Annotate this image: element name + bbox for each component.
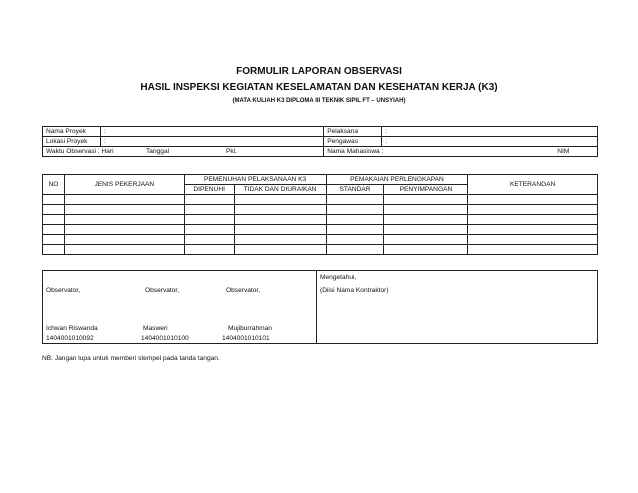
pelaksana-label: Pelaksana: [324, 127, 382, 137]
table-row[interactable]: [43, 195, 598, 205]
observator-label-1: Observator,: [46, 287, 81, 294]
pkl-label: Pkl.: [226, 148, 237, 155]
pelaksana-field[interactable]: :: [382, 127, 598, 137]
stamp-note: NB: Jangan lupa untuk memberi stempel pada tanda tangan.: [42, 355, 220, 362]
observer-nim-2: 1404001010100: [141, 335, 189, 342]
table-row[interactable]: [43, 235, 598, 245]
mengetahui-label: Mengetahui,: [320, 274, 357, 281]
contractor-name-placeholder: (Diisi Nama Kontraktor): [320, 287, 389, 294]
pengawas-label: Pengawas: [324, 137, 382, 147]
nama-mahasiswa-label: Nama Mahasiswa :: [327, 148, 384, 155]
col-standar: STANDAR: [326, 185, 384, 195]
contractor-cell[interactable]: [316, 271, 598, 344]
nama-proyek-label: Nama Proyek: [43, 127, 101, 137]
table-row[interactable]: [43, 245, 598, 255]
col-pemenuhan: PEMENUHAN PELAKSANAAN K3: [184, 175, 326, 185]
table-row[interactable]: [43, 215, 598, 225]
waktu-observasi-cell[interactable]: [43, 147, 324, 157]
table-row: [43, 127, 598, 137]
form-subtitle: HASIL INSPEKSI KEGIATAN KESELAMATAN DAN KESEHATAN KERJA (K3): [140, 82, 498, 93]
table-header-row: [43, 175, 598, 185]
project-info-table: [42, 126, 598, 157]
table-row: [43, 137, 598, 147]
col-pemakaian: PEMAKAIAN PERLENGKAPAN: [326, 175, 468, 185]
col-dipenuhi: DIPENUHI: [184, 185, 234, 195]
observer-name-3: Mujiburrahman: [228, 325, 272, 332]
course-note: (MATA KULIAH K3 DIPLOMA III TEKNIK SIPIL FT – UNSYIAH): [232, 98, 406, 104]
inspection-table: [42, 174, 598, 255]
observator-label-3: Observator,: [226, 287, 261, 294]
nama-proyek-field[interactable]: :: [100, 127, 323, 137]
form-title: FORMULIR LAPORAN OBSERVASI: [236, 66, 402, 77]
observator-label-2: Observator,: [145, 287, 180, 294]
lokasi-proyek-label: Lokasi Proyek: [43, 137, 101, 147]
observer-name-2: Masweri: [143, 325, 168, 332]
table-row[interactable]: [43, 225, 598, 235]
waktu-observasi-label: Waktu Observasi : Hari: [46, 148, 114, 155]
table-row: [43, 147, 598, 157]
lokasi-proyek-field[interactable]: :: [100, 137, 323, 147]
col-penyimpangan: PENYIMPANGAN: [384, 185, 468, 195]
col-tidak-diuraikan: TIDAK DAN DIURAIKAN: [234, 185, 326, 195]
observer-nim-3: 1404001010101: [222, 335, 270, 342]
observer-name-1: Ichwan Riswanda: [46, 325, 98, 332]
col-jenis-pekerjaan: JENIS PEKERJAAN: [64, 175, 184, 195]
col-keterangan: KETERANGAN: [468, 175, 598, 195]
pengawas-field[interactable]: :: [382, 137, 598, 147]
table-row[interactable]: [43, 205, 598, 215]
tanggal-label: Tanggal: [146, 148, 170, 155]
nim-label: NIM: [557, 148, 570, 155]
mahasiswa-cell[interactable]: [324, 147, 598, 157]
observer-nim-1: 1404001010092: [46, 335, 94, 342]
col-no: NO: [43, 175, 65, 195]
